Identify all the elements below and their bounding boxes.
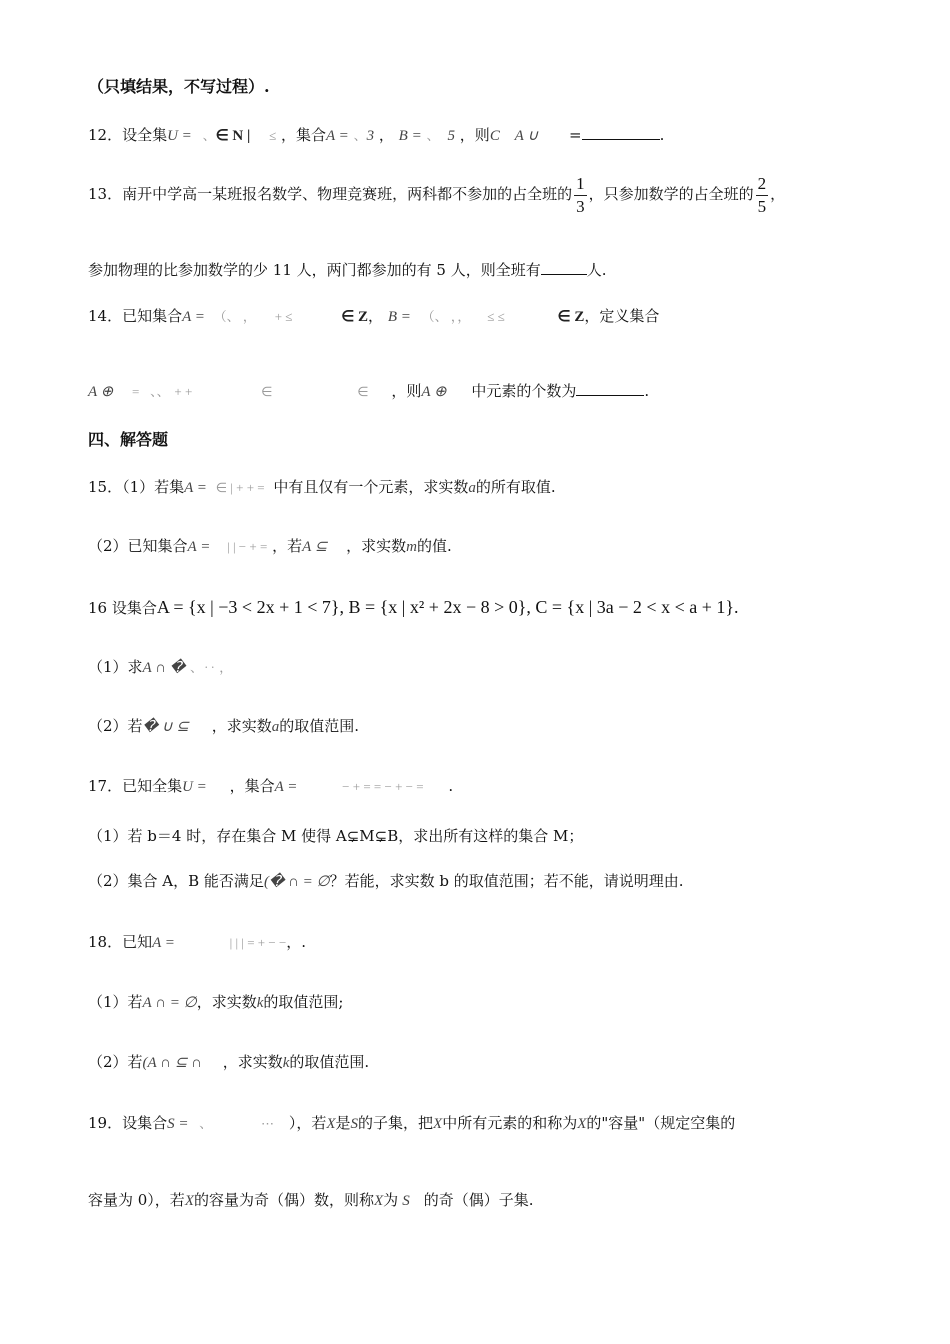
section-heading: 四、解答题 xyxy=(88,430,169,449)
q14-op-in1: ∈ xyxy=(261,384,273,399)
q14-prefix: 14．已知集合 xyxy=(88,307,183,325)
q18-p1-post: ，求实数 xyxy=(196,993,257,1011)
question-12: 12．设全集U = 、∈ N | ≤ ，集合A = 、3 ， B = 、 5 ，则C A ∪ = . xyxy=(88,126,665,144)
q18-p2-end: 的取值范围. xyxy=(289,1053,370,1071)
q18-p2-var: k xyxy=(282,1055,290,1071)
q17-mid: ，集合 xyxy=(229,777,275,795)
q19-l2-pre: 容量为 0），若 xyxy=(88,1191,185,1209)
question-18-part-2 xyxy=(88,1052,369,1073)
q19-l2-end: 的奇（偶）子集. xyxy=(423,1191,534,1209)
q13-line2-end: 人. xyxy=(586,261,607,279)
question-16 xyxy=(88,597,739,618)
q18-p2-expr: (A ∩ ⊆ ∩ xyxy=(142,1055,202,1071)
q12-sep: ， xyxy=(378,126,394,144)
q17-end: . xyxy=(448,777,454,795)
q19-l2-mid2: 为 xyxy=(383,1191,399,1209)
q15-p2-post: ，求实数 xyxy=(346,537,407,555)
q14-a-in: ∈ Z xyxy=(341,309,369,325)
q19-x1: X xyxy=(326,1116,336,1132)
q14-a-ops: + ≤ xyxy=(274,309,293,324)
header-note: （只填结果，不写过程）. xyxy=(88,77,270,96)
question-18 xyxy=(88,932,306,953)
q16-formula: A = {x | −3 < 2x + 1 < 7}, B = {x | x² + 2x − 8 > 0}, C = {x | 3a − 2 < x < a + 1}. xyxy=(156,597,739,617)
q15-p1-expr: A = xyxy=(184,480,207,496)
q14-b-expr: B = xyxy=(387,309,411,325)
q13-frac1-num: 1 xyxy=(574,173,587,196)
q18-end: ，. xyxy=(286,933,307,951)
q17-p2-pre: （2）集合 A，B 能否满足 xyxy=(88,872,264,890)
q12-b-expr: B = xyxy=(398,128,422,144)
q17-p2-post: ？若能，求实数 b 的取值范围；若不能，请说明理由. xyxy=(329,872,684,890)
q13-line1-mid: ，只参加数学的占全班的 xyxy=(588,185,754,203)
question-18-part-1 xyxy=(88,992,343,1013)
q15-p2-ops: | | − + = xyxy=(227,539,268,554)
q19-l2-mid1: 的容量为奇（偶）数，则称 xyxy=(193,1191,374,1209)
q14-b-in: ∈ Z xyxy=(557,309,585,325)
q12-u-rest: ∈ N | xyxy=(215,128,251,144)
question-14-line-2: A ⊕ = 、、 + + ∈ ∈ ，则A ⊕ 中元素的个数为 . xyxy=(88,382,650,400)
q14-op-in2: ∈ xyxy=(357,384,369,399)
q12-u-expr: U = xyxy=(167,128,192,144)
q17-u-expr: U = xyxy=(182,779,207,795)
q14-end2: 中元素的个数为 xyxy=(471,382,577,400)
q19-mid1: ），若 xyxy=(288,1114,327,1132)
q18-p2-pre: （2）若 xyxy=(88,1053,143,1071)
question-13 xyxy=(88,172,785,218)
q18-a-expr: A = xyxy=(152,935,175,951)
q15-p2-end: 的值. xyxy=(416,537,452,555)
q18-ops: | | | = + − − xyxy=(229,935,287,950)
q15-p2-expr: A = xyxy=(187,539,211,555)
question-17-part-1: （1）若 b＝4 时，存在集合 M 使得 A⊊M⊊B，求出所有这样的集合 M； xyxy=(88,827,584,845)
q12-c-sym: C xyxy=(489,128,500,144)
q16-p1-expr: A ∩ � xyxy=(142,660,186,676)
q18-prefix: 18．已知 xyxy=(88,933,153,951)
question-15-part-2 xyxy=(88,536,452,557)
q18-p1-var: k xyxy=(256,995,264,1011)
q16-p1-pre: （1）求 xyxy=(88,658,143,676)
q19-dots: ⋯ xyxy=(261,1116,275,1131)
q18-p1-expr: A ∩ = ∅ xyxy=(142,995,197,1011)
question-17-part-2 xyxy=(88,871,684,892)
q15-p2-sub: A ⊆ xyxy=(302,539,328,555)
q15-p1-ops: ∈ | + + = xyxy=(215,480,265,495)
q15-p2-mid: ，若 xyxy=(272,537,303,555)
q17-prefix: 17．已知全集 xyxy=(88,777,183,795)
q13-line1-pre: 13．南开中学高一某班报名数学、物理竞赛班，两科都不参加的占全班的 xyxy=(88,185,573,203)
question-16-part-1: （1）求A ∩ � 、‥ ， xyxy=(88,658,233,676)
q12-eq: = xyxy=(569,126,582,144)
q12-mid2: ，则 xyxy=(459,126,490,144)
q12-mid1: ，集合 xyxy=(281,126,327,144)
q14-op-expr2: A ⊕ xyxy=(421,384,447,400)
q12-union-expr: A ∪ xyxy=(514,128,539,144)
q18-p1-pre: （1）若 xyxy=(88,993,143,1011)
q16-p2-end: 的取值范围. xyxy=(279,717,360,735)
q12-end: . xyxy=(659,126,665,144)
q13-frac1-den: 3 xyxy=(576,196,585,216)
q17-p2-expr: (� ∩ = ∅ xyxy=(263,874,330,890)
q19-mid4: 中所有元素的和称为 xyxy=(442,1114,578,1132)
q19-s2: S xyxy=(402,1193,410,1209)
q15-p2-var: m xyxy=(406,539,417,555)
q16-p2-post: ，求实数 xyxy=(211,717,272,735)
q19-s-expr: S = xyxy=(167,1116,189,1132)
question-15-part-1 xyxy=(88,477,556,498)
q15-p1-post: 中有且仅有一个元素，求实数 xyxy=(273,478,469,496)
q19-x5: X xyxy=(374,1193,384,1209)
q17-ops: − + = = − + − = xyxy=(342,779,424,794)
q18-p2-post: ，求实数 xyxy=(222,1053,283,1071)
q15-p2-pre: （2）已知集合 xyxy=(88,537,188,555)
q19-s1: S xyxy=(350,1116,359,1132)
q13-fraction-2 xyxy=(756,173,769,218)
q14-op-ops: + + xyxy=(174,384,193,399)
question-19: 19．设集合S = 、 ⋯ ），若X是S的子集，把X中所有元素的和称为X的"容量"（规定空集的 xyxy=(88,1114,736,1132)
q12-answer-blank[interactable] xyxy=(582,125,660,140)
q14-mid: ，则 xyxy=(391,382,422,400)
question-17 xyxy=(88,776,453,797)
q12-prefix: 12．设全集 xyxy=(88,126,168,144)
q19-prefix: 19．设集合 xyxy=(88,1114,168,1132)
question-16-part-2 xyxy=(88,716,359,737)
q14-a-expr: A = xyxy=(182,309,205,325)
question-13-line-2 xyxy=(88,260,607,280)
q13-frac2-num: 2 xyxy=(756,173,769,196)
q14-op-expr: A ⊕ xyxy=(88,384,114,400)
q12-b-val: 5 xyxy=(447,128,456,144)
question-14: 14．已知集合A = （、 ， + ≤ ∈ Z， B = （、 ，， ≤ ≤ ∈ Z，定义集合 xyxy=(88,307,660,325)
q16-p2-pre: （2）若 xyxy=(88,717,143,735)
q13-frac2-den: 5 xyxy=(757,196,767,216)
q16-p2-expr: � ∪ ⊆ xyxy=(142,719,189,735)
question-19-line-2 xyxy=(88,1190,533,1211)
q18-p1-end: 的取值范围; xyxy=(263,993,344,1011)
q13-line2-pre: 参加物理的比参加数学的少 11 人，两门都参加的有 5 人，则全班有 xyxy=(88,261,541,279)
q16-prefix: 16 设集合 xyxy=(88,599,157,617)
q16-p2-var: a xyxy=(271,719,280,735)
q14-b-ops: ≤ ≤ xyxy=(487,309,505,324)
q19-x2: X xyxy=(433,1116,443,1132)
q12-a-val: 3 xyxy=(366,128,375,144)
q13-line1-end: ， xyxy=(770,185,786,203)
q14-end3: . xyxy=(644,382,650,400)
q15-p1-end: 的所有取值. xyxy=(475,478,556,496)
q13-answer-blank[interactable] xyxy=(541,260,587,275)
q17-a-expr: A = xyxy=(274,779,298,795)
q13-fraction-1 xyxy=(574,173,587,218)
q19-mid3: 的子集，把 xyxy=(358,1114,434,1132)
q19-x4: X xyxy=(184,1193,194,1209)
q19-mid2: 是 xyxy=(335,1114,351,1132)
q15-p1-var: a xyxy=(468,480,476,496)
q19-x3: X xyxy=(577,1116,587,1132)
q14-sep: ， xyxy=(368,307,384,325)
q14-answer-blank[interactable] xyxy=(576,381,644,396)
q14-end1: ，定义集合 xyxy=(584,307,660,325)
q12-a-expr: A = xyxy=(326,128,349,144)
q19-mid5: 的"容量"（规定空集的 xyxy=(586,1114,736,1132)
q15-p1-pre: 15．（1）若集 xyxy=(88,478,185,496)
q14-op-eq: = xyxy=(132,384,140,399)
